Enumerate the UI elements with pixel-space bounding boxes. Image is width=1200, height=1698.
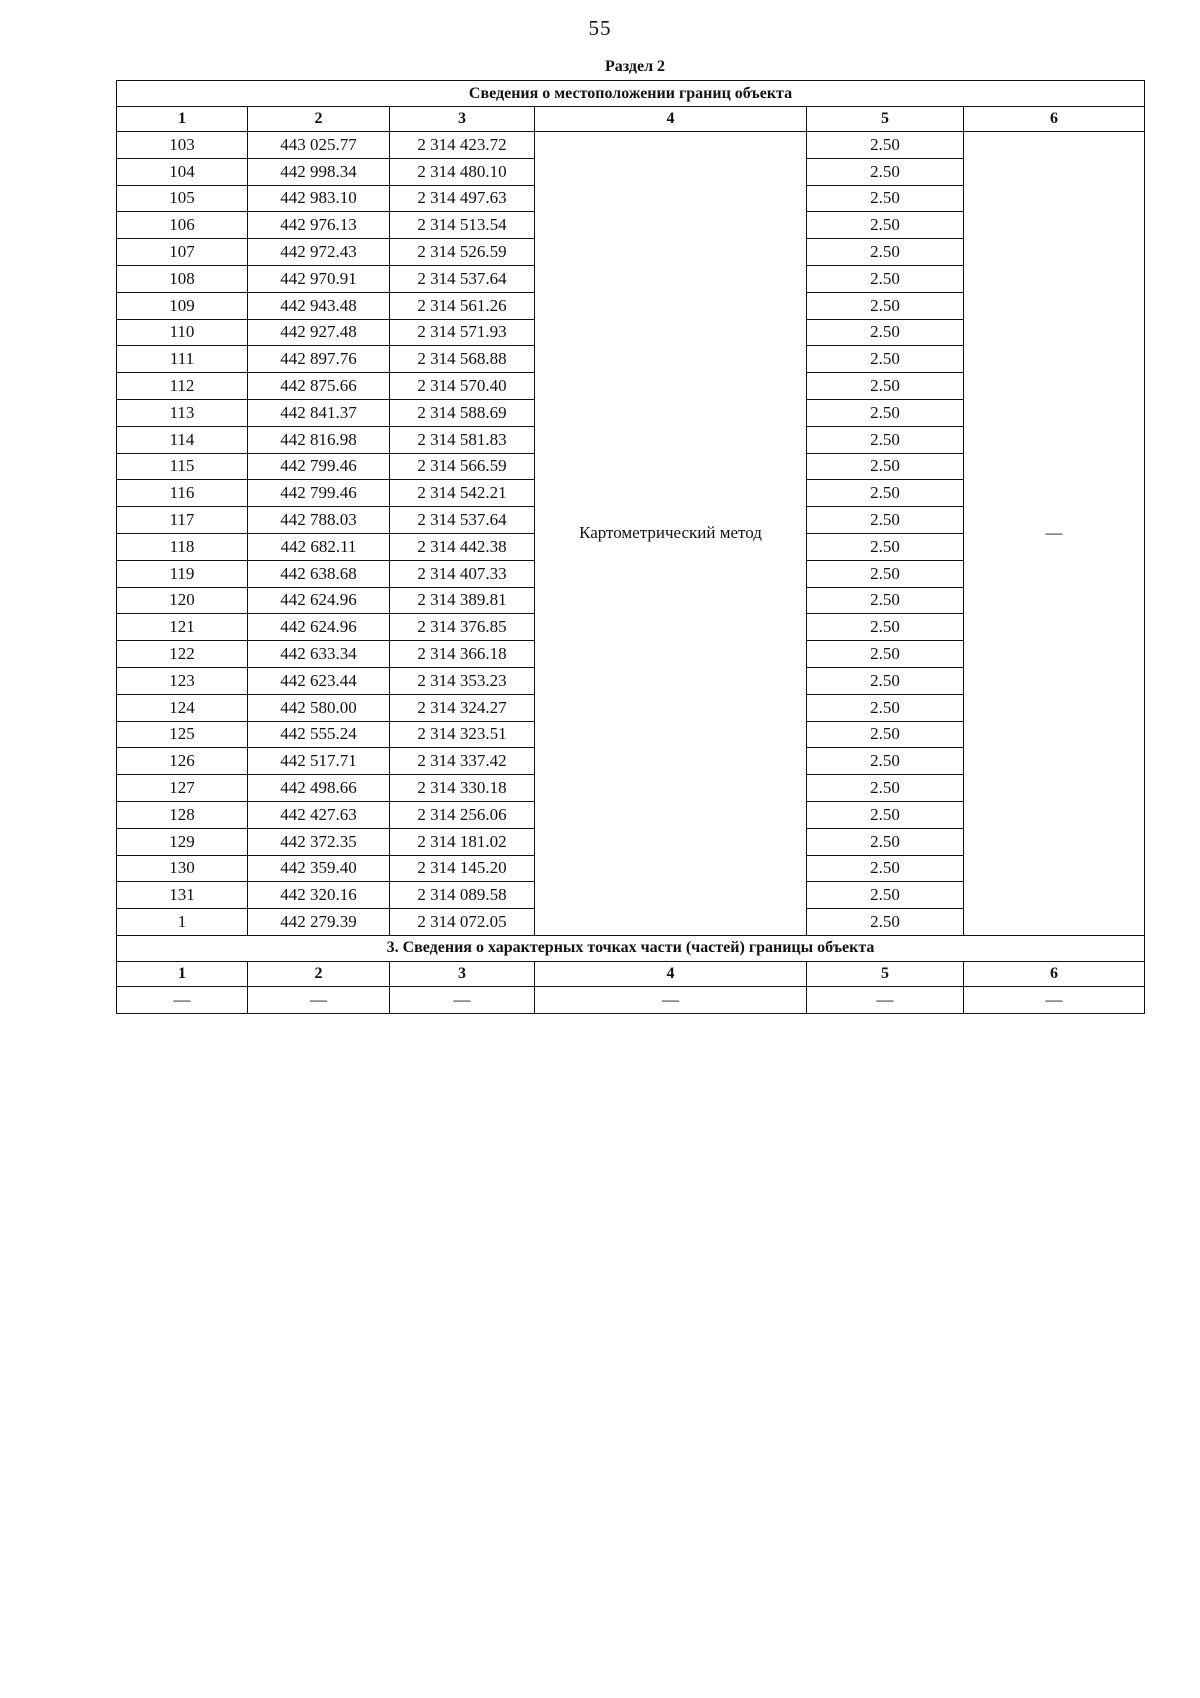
accuracy-cell: 2.50 [807,319,964,346]
column-header-6: 6 [964,107,1145,132]
section-3-caption: 3. Сведения о характерных точках части (частей) границы объекта [117,935,1145,961]
point-number-cell: 110 [117,319,248,346]
accuracy-cell: 2.50 [807,346,964,373]
section-3-column-header-4: 4 [535,961,807,986]
point-number-cell: 111 [117,346,248,373]
y-coordinate-cell: 2 314 181.02 [390,828,535,855]
section-3-empty-row [117,986,1145,1013]
y-coordinate-cell: 2 314 324.27 [390,694,535,721]
accuracy-cell: 2.50 [807,158,964,185]
y-coordinate-cell: 2 314 588.69 [390,399,535,426]
point-number-cell: 129 [117,828,248,855]
column-header-4: 4 [535,107,807,132]
point-number-cell: 120 [117,587,248,614]
point-number-cell: 122 [117,641,248,668]
section-3-column-header-1: 1 [117,961,248,986]
point-number-cell: 123 [117,667,248,694]
column-6-cell: — [964,132,1145,936]
accuracy-cell: 2.50 [807,667,964,694]
accuracy-cell: 2.50 [807,373,964,400]
x-coordinate-cell: 442 983.10 [248,185,390,212]
column-header-1: 1 [117,107,248,132]
accuracy-cell: 2.50 [807,212,964,239]
section-3-dash-cell: — [117,986,248,1013]
x-coordinate-cell: 442 427.63 [248,801,390,828]
y-coordinate-cell: 2 314 423.72 [390,132,535,159]
y-coordinate-cell: 2 314 581.83 [390,426,535,453]
section-title: Раздел 2 [604,58,666,75]
y-coordinate-cell: 2 314 376.85 [390,614,535,641]
accuracy-cell: 2.50 [807,587,964,614]
point-number-cell: 105 [117,185,248,212]
accuracy-cell: 2.50 [807,721,964,748]
point-number-cell: 117 [117,507,248,534]
x-coordinate-cell: 442 279.39 [248,909,390,936]
point-number-cell: 127 [117,775,248,802]
column-header-3: 3 [390,107,535,132]
x-coordinate-cell: 442 970.91 [248,265,390,292]
y-coordinate-cell: 2 314 330.18 [390,775,535,802]
point-number-cell: 131 [117,882,248,909]
point-number-cell: 104 [117,158,248,185]
y-coordinate-cell: 2 314 570.40 [390,373,535,400]
x-coordinate-cell: 442 624.96 [248,587,390,614]
accuracy-cell: 2.50 [807,265,964,292]
point-number-cell: 130 [117,855,248,882]
y-coordinate-cell: 2 314 337.42 [390,748,535,775]
point-number-cell: 103 [117,132,248,159]
y-coordinate-cell: 2 314 353.23 [390,667,535,694]
y-coordinate-cell: 2 314 256.06 [390,801,535,828]
x-coordinate-cell: 442 682.11 [248,533,390,560]
x-coordinate-cell: 442 624.96 [248,614,390,641]
boundary-table-body [117,81,1145,1014]
y-coordinate-cell: 2 314 497.63 [390,185,535,212]
accuracy-cell: 2.50 [807,399,964,426]
column-header-row [117,107,1145,132]
x-coordinate-cell: 442 897.76 [248,346,390,373]
accuracy-cell: 2.50 [807,132,964,159]
point-number-cell: 128 [117,801,248,828]
point-number-cell: 116 [117,480,248,507]
x-coordinate-cell: 442 555.24 [248,721,390,748]
column-header-5: 5 [807,107,964,132]
section-3-column-header-5: 5 [807,961,964,986]
section-3-dash-cell: — [535,986,807,1013]
accuracy-cell: 2.50 [807,426,964,453]
x-coordinate-cell: 442 788.03 [248,507,390,534]
point-number-cell: 126 [117,748,248,775]
x-coordinate-cell: 442 976.13 [248,212,390,239]
x-coordinate-cell: 442 359.40 [248,855,390,882]
x-coordinate-cell: 442 638.68 [248,560,390,587]
point-number-cell: 112 [117,373,248,400]
x-coordinate-cell: 442 943.48 [248,292,390,319]
y-coordinate-cell: 2 314 323.51 [390,721,535,748]
accuracy-cell: 2.50 [807,292,964,319]
point-number-cell: 119 [117,560,248,587]
accuracy-cell: 2.50 [807,748,964,775]
page-number: 55 [588,16,612,40]
point-number-cell: 114 [117,426,248,453]
x-coordinate-cell: 442 927.48 [248,319,390,346]
point-number-cell: 118 [117,533,248,560]
accuracy-cell: 2.50 [807,239,964,266]
x-coordinate-cell: 442 972.43 [248,239,390,266]
point-number-cell: 109 [117,292,248,319]
column-header-2: 2 [248,107,390,132]
accuracy-cell: 2.50 [807,614,964,641]
table-caption-row [117,81,1145,107]
x-coordinate-cell: 442 372.35 [248,828,390,855]
point-number-cell: 108 [117,265,248,292]
x-coordinate-cell: 442 998.34 [248,158,390,185]
point-number-cell: 106 [117,212,248,239]
section-3-column-header-2: 2 [248,961,390,986]
y-coordinate-cell: 2 314 389.81 [390,587,535,614]
accuracy-cell: 2.50 [807,882,964,909]
section-3-caption-row [117,935,1145,961]
y-coordinate-cell: 2 314 526.59 [390,239,535,266]
accuracy-cell: 2.50 [807,828,964,855]
y-coordinate-cell: 2 314 542.21 [390,480,535,507]
y-coordinate-cell: 2 314 072.05 [390,909,535,936]
y-coordinate-cell: 2 314 568.88 [390,346,535,373]
point-number-cell: 113 [117,399,248,426]
accuracy-cell: 2.50 [807,801,964,828]
accuracy-cell: 2.50 [807,480,964,507]
y-coordinate-cell: 2 314 366.18 [390,641,535,668]
accuracy-cell: 2.50 [807,533,964,560]
y-coordinate-cell: 2 314 561.26 [390,292,535,319]
accuracy-cell: 2.50 [807,694,964,721]
x-coordinate-cell: 442 498.66 [248,775,390,802]
x-coordinate-cell: 442 875.66 [248,373,390,400]
point-number-cell: 121 [117,614,248,641]
accuracy-cell: 2.50 [807,909,964,936]
accuracy-cell: 2.50 [807,185,964,212]
point-number-cell: 125 [117,721,248,748]
accuracy-cell: 2.50 [807,855,964,882]
section-3-column-header-3: 3 [390,961,535,986]
y-coordinate-cell: 2 314 513.54 [390,212,535,239]
boundary-table [116,80,1145,1014]
accuracy-cell: 2.50 [807,453,964,480]
y-coordinate-cell: 2 314 407.33 [390,560,535,587]
y-coordinate-cell: 2 314 442.38 [390,533,535,560]
section-3-header-row [117,961,1145,986]
section-3-dash-cell: — [390,986,535,1013]
accuracy-cell: 2.50 [807,560,964,587]
y-coordinate-cell: 2 314 537.64 [390,507,535,534]
point-number-cell: 124 [117,694,248,721]
table-caption: Сведения о местоположении границ объекта [117,81,1145,107]
accuracy-cell: 2.50 [807,775,964,802]
x-coordinate-cell: 442 580.00 [248,694,390,721]
method-cell: Картометрический метод [535,132,807,936]
point-number-cell: 107 [117,239,248,266]
y-coordinate-cell: 2 314 566.59 [390,453,535,480]
section-3-dash-cell: — [248,986,390,1013]
table-row [117,132,1145,159]
x-coordinate-cell: 442 517.71 [248,748,390,775]
accuracy-cell: 2.50 [807,641,964,668]
x-coordinate-cell: 442 633.34 [248,641,390,668]
x-coordinate-cell: 443 025.77 [248,132,390,159]
y-coordinate-cell: 2 314 089.58 [390,882,535,909]
point-number-cell: 1 [117,909,248,936]
y-coordinate-cell: 2 314 571.93 [390,319,535,346]
section-3-dash-cell: — [964,986,1145,1013]
section-3-column-header-6: 6 [964,961,1145,986]
x-coordinate-cell: 442 320.16 [248,882,390,909]
x-coordinate-cell: 442 799.46 [248,480,390,507]
y-coordinate-cell: 2 314 537.64 [390,265,535,292]
x-coordinate-cell: 442 816.98 [248,426,390,453]
y-coordinate-cell: 2 314 480.10 [390,158,535,185]
x-coordinate-cell: 442 623.44 [248,667,390,694]
accuracy-cell: 2.50 [807,507,964,534]
y-coordinate-cell: 2 314 145.20 [390,855,535,882]
x-coordinate-cell: 442 841.37 [248,399,390,426]
x-coordinate-cell: 442 799.46 [248,453,390,480]
point-number-cell: 115 [117,453,248,480]
section-3-dash-cell: — [807,986,964,1013]
